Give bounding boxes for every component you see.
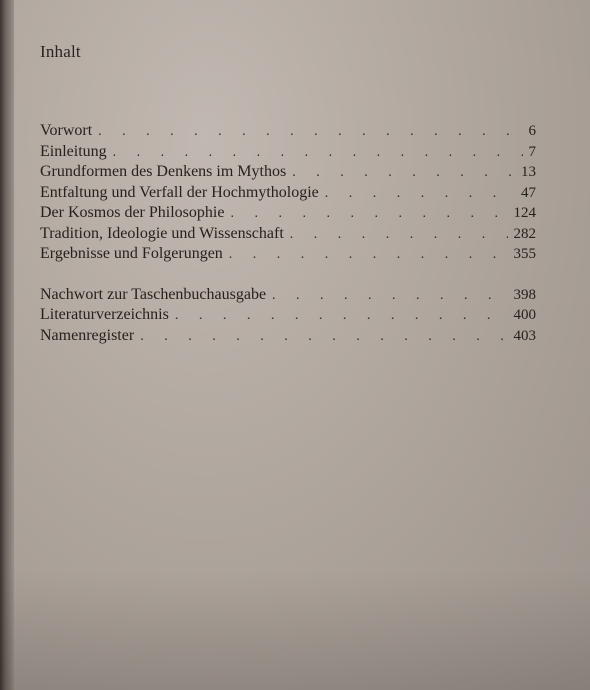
toc-entry-title: Namenregister [40,326,135,344]
toc-entry-title: Der Kosmos der Philosophie [40,204,225,221]
toc-entry [40,163,536,184]
toc-section-main [40,122,536,266]
dot-leader [272,288,507,304]
toc-entry-title: Grundformen des Denkens im Mythos [40,163,287,180]
toc-entry-title: Einleitung [40,142,107,160]
page-shadow [0,570,590,690]
toc-entry [40,122,536,143]
dot-leader [175,308,508,324]
toc-entry-title: Vorwort [40,122,93,139]
toc-entry-title: Entfaltung und Verfall der Hochmythologie [40,183,319,201]
toc-entry [40,286,536,307]
toc-entry-page: 400 [513,307,536,323]
dot-leader [292,165,515,181]
toc-entry [40,225,536,246]
toc-entry-page: 398 [513,286,536,303]
toc-entry-page: 282 [513,225,536,242]
toc-entry [40,204,536,225]
dot-leader [290,227,508,243]
dot-leader [98,124,522,140]
toc-entry-page: 124 [513,205,536,221]
dot-leader [230,206,507,222]
toc-entry [40,184,536,205]
dot-leader [113,145,523,161]
toc-entry-title: Nachwort zur Taschenbuchausgabe [40,285,267,303]
section-spacer [40,266,536,286]
toc-entry [40,327,536,348]
toc-entry-page: 355 [513,246,536,262]
toc-entry-title: Literaturverzeichnis [40,306,169,323]
toc-entry [40,245,536,266]
toc-entry [40,306,536,327]
toc-entry-title: Ergebnisse und Folgerungen [40,245,223,262]
toc-entry-page: 403 [513,327,536,344]
toc-entry-page: 7 [528,143,536,160]
toc-entry-page: 13 [521,164,536,180]
toc-entry-title: Tradition, Ideologie und Wissenschaft [40,224,284,242]
table-of-contents [40,122,536,347]
dot-leader [229,247,508,263]
toc-entry [40,143,536,164]
dot-leader [325,186,515,202]
page-title: Inhalt [40,42,81,61]
toc-entry-page: 47 [521,184,536,201]
toc-section-appendix [40,286,536,348]
toc-entry-page: 6 [528,123,536,139]
dot-leader [140,329,507,345]
